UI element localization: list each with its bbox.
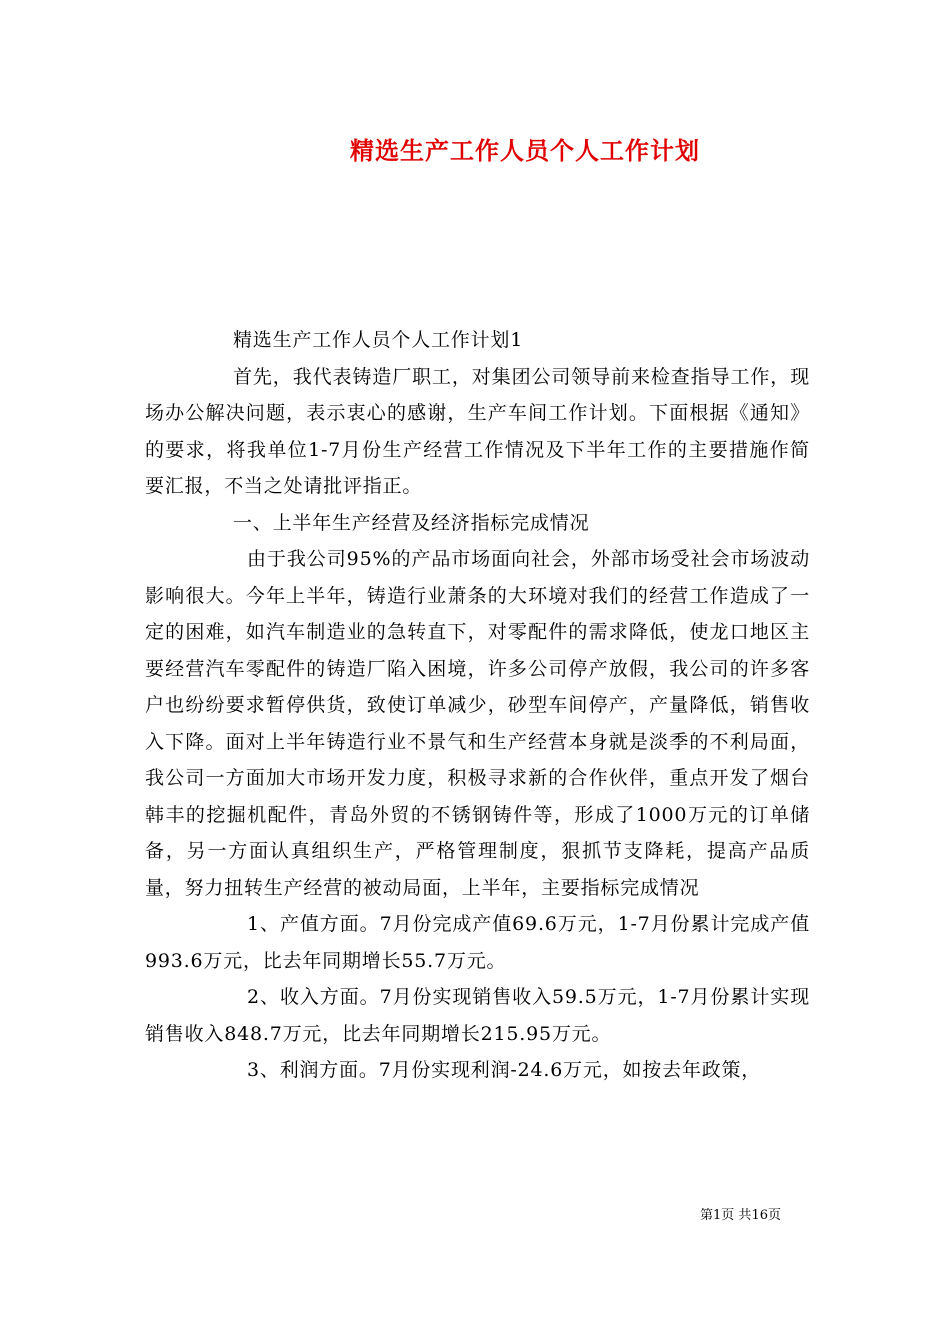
paragraph-market: 由于我公司95%的产品市场面向社会，外部市场受社会市场波动影响很大。今年上半年，铸造行业萧条的大环境对我们的经营工作造成了一定的困难，如汽车制造业的急转直下，对零配件的需求降低，使龙口地区主要经营汽车零配件的铸造厂陷入困境，许多公司停产放假，我公司的许多客户也纷纷要求暂停供货，致使订单减少，砂型车间停产，产量降低，销售收入下降。面对上半年铸造行业不景气和生产经营本身就是淡季的不利局面，我公司一方面加大市场开发力度，积极寻求新的合作伙伴，重点开发了烟台韩丰的挖掘机配件，青岛外贸的不锈钢铸件等，形成了1000万元的订单储备，另一方面认真组织生产，严格管理制度，狠抓节支降耗，提高产品质量，努力扭转生产经营的被动局面，上半年，主要指标完成情况 (145, 548, 810, 899)
paragraph-profit: 3、利润方面。7月份实现利润-24.6万元，如按去年政策， (247, 1059, 762, 1081)
document-body (145, 322, 810, 1089)
page-footer (700, 1204, 840, 1223)
footer-total-pages: 16 (751, 1208, 768, 1223)
paragraph-output-value: 1、产值方面。7月份完成产值69.6万元，1-7月份累计完成产值993.6万元，比去年同期增长55.7万元。 (145, 913, 810, 972)
footer-prefix: 第 (700, 1208, 714, 1223)
paragraph-intro: 首先，我代表铸造厂职工，对集团公司领导前来检查指导工作，现场办公解决问题，表示衷心的感谢，生产车间工作计划。下面根据《通知》的要求，将我单位1-7月份生产经营工作情况及下半年工作的主要措施作简要汇报，不当之处请批评指正。 (145, 365, 810, 497)
section-heading: 精选生产工作人员个人工作计划1 (233, 329, 524, 351)
footer-middle: 页 共 (721, 1208, 752, 1223)
footer-page-number: 1 (713, 1208, 722, 1223)
paragraph-revenue: 2、收入方面。7月份实现销售收入59.5万元，1-7月份累计实现销售收入848.7万元，比去年同期增长215.95万元。 (145, 986, 810, 1045)
document-title: 精选生产工作人员个人工作计划 (350, 136, 700, 165)
footer-suffix: 页 (767, 1208, 781, 1223)
section-subheading: 一、上半年生产经营及经济指标完成情况 (233, 511, 590, 534)
